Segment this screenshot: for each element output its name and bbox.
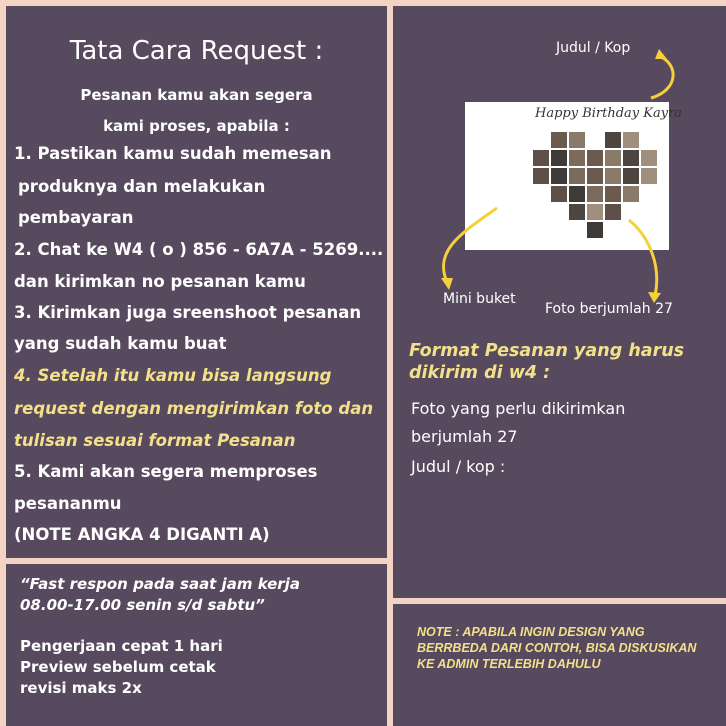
page-title: Tata Cara Request : [69, 36, 324, 66]
working-hours-line: 08.00-17.00 senin s/d sabtu” [20, 596, 265, 614]
step-line: pesananmu [14, 494, 122, 513]
fast-response-line: “Fast respon pada saat jam kerja [20, 575, 300, 593]
arrow-head [655, 49, 667, 59]
step-line: 3. Kirimkan juga sreenshoot pesanan [14, 303, 362, 322]
format-line: Judul / kop : [411, 457, 506, 476]
format-line: Foto yang perlu dikirimkan [411, 399, 626, 418]
step-line: 1. Pastikan kamu sudah memesan [14, 144, 332, 163]
note-line: (NOTE ANGKA 4 DIGANTI A) [14, 525, 270, 544]
processing-time: Pengerjaan cepat 1 hari [20, 637, 223, 655]
revision-info: revisi maks 2x [20, 679, 142, 697]
label-title-kop: Judul / Kop [556, 40, 631, 56]
preview-info: Preview sebelum cetak [20, 658, 216, 676]
arrow-to-title [651, 56, 673, 98]
service-info-panel [6, 564, 387, 726]
arrow-to-photo-count [629, 220, 657, 296]
step-line-highlight: 4. Setelah itu kamu bisa langsung [14, 366, 332, 385]
design-note: NOTE : APABILA INGIN DESIGN YANG BERRBEDA DARI CONTOH, BISA DISKUSIKAN KE ADMIN TERLEBIH DAHULU [417, 625, 697, 671]
step-line: dan kirimkan no pesanan kamu [14, 272, 306, 291]
step-line-highlight: tulisan sesuai format Pesanan [14, 431, 296, 450]
step-line: yang sudah kamu buat [14, 334, 227, 353]
intro-line-2: kami proses, apabila : [103, 117, 290, 135]
intro-line-1: Pesanan kamu akan segera [80, 86, 313, 104]
example-panel [393, 6, 726, 598]
label-photo-count: Foto berjumlah 27 [545, 301, 673, 317]
format-line: berjumlah 27 [411, 427, 518, 446]
step-line: produknya dan melakukan [18, 177, 266, 196]
format-heading: Format Pesanan yang harus dikirim di w4 : [409, 341, 685, 383]
step-line: 5. Kami akan segera memproses [14, 462, 318, 481]
note-panel [393, 604, 726, 726]
step-line: 2. Chat ke W4 ( o ) 856 - 6A7A - 5269.... [14, 240, 384, 259]
arrow-head [441, 278, 453, 290]
arrow-to-mini-buket [443, 208, 497, 282]
label-mini-buket: Mini buket [443, 291, 516, 307]
step-line: pembayaran [18, 208, 134, 227]
card-title: Happy Birthday Kayra [535, 106, 683, 121]
instructions-panel [6, 6, 387, 558]
step-line-highlight: request dengan mengirimkan foto dan [14, 399, 374, 418]
